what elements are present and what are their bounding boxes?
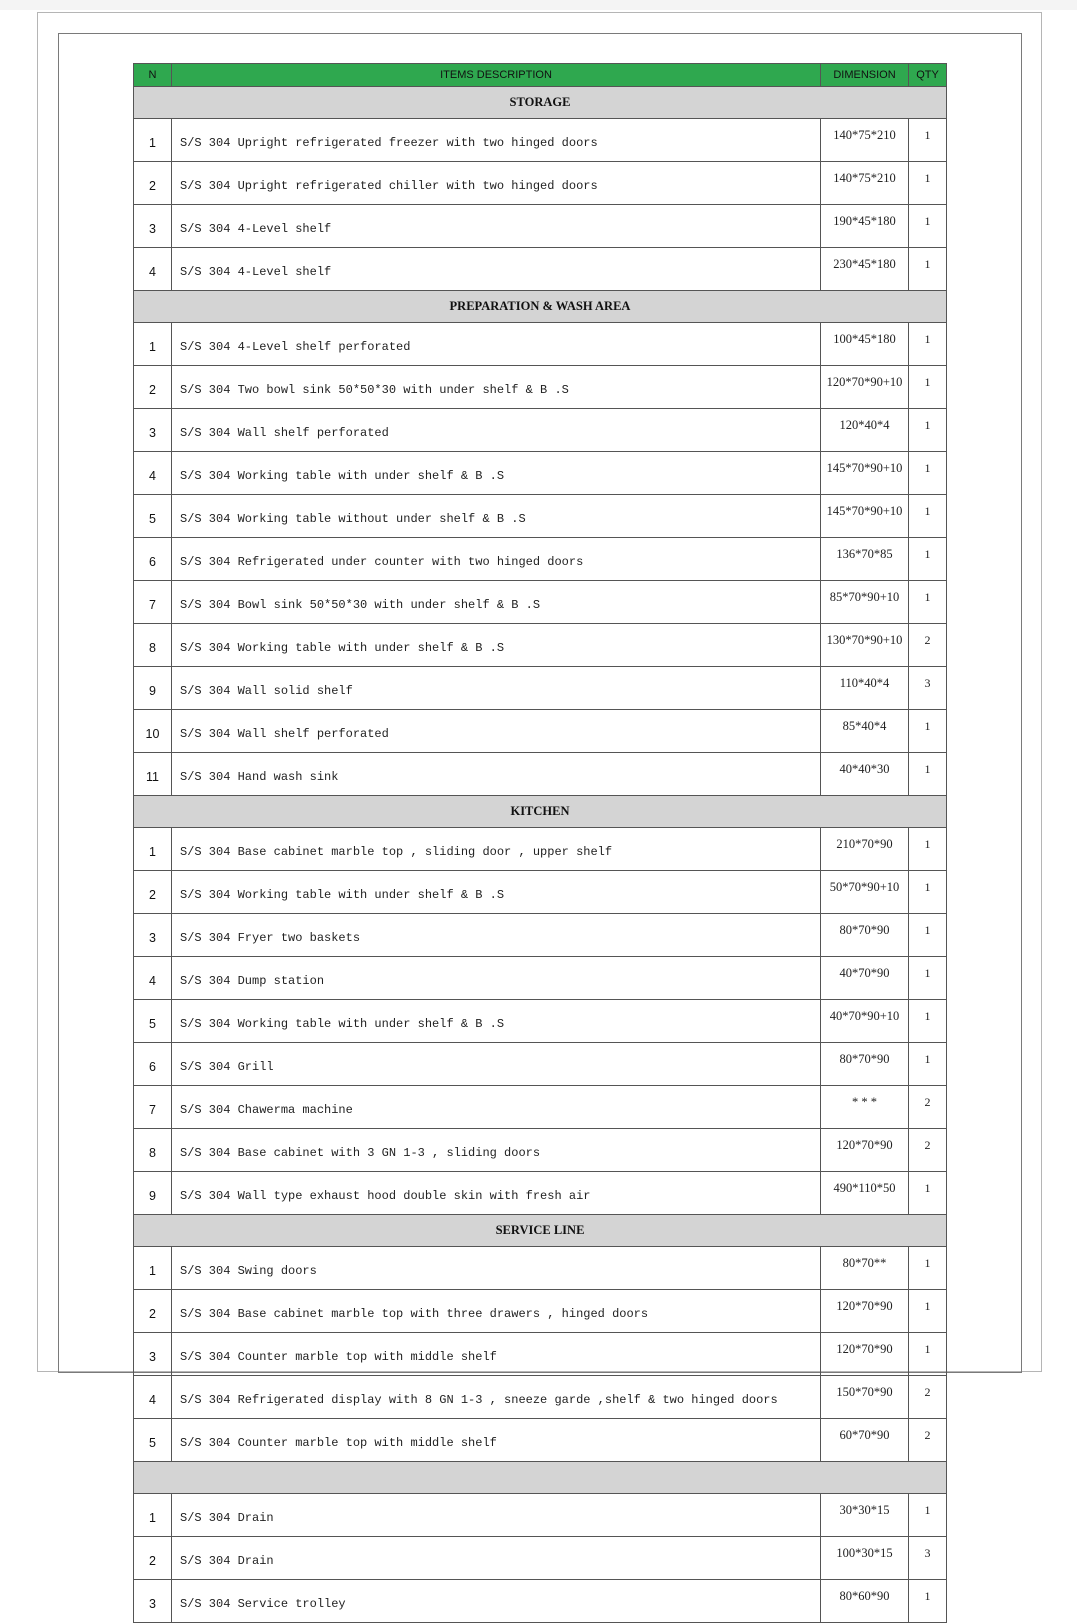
row-number: 6 (134, 1043, 172, 1086)
item-dimension: 150*70*90 (821, 1376, 909, 1419)
row-number: 4 (134, 957, 172, 1000)
table-row (134, 667, 947, 710)
item-quantity: 1 (909, 828, 947, 871)
item-quantity: 1 (909, 753, 947, 796)
row-number: 1 (134, 119, 172, 162)
table-row (134, 1172, 947, 1215)
item-description: S/S 304 Base cabinet marble top with three drawers , hinged doors (172, 1290, 821, 1333)
row-number: 10 (134, 710, 172, 753)
row-number: 4 (134, 1376, 172, 1419)
item-quantity: 1 (909, 1000, 947, 1043)
item-quantity: 1 (909, 409, 947, 452)
row-number: 2 (134, 1290, 172, 1333)
item-description: S/S 304 Counter marble top with middle shelf (172, 1419, 821, 1462)
item-description: S/S 304 4-Level shelf perforated (172, 323, 821, 366)
row-number: 5 (134, 1000, 172, 1043)
section-header-row (134, 1215, 947, 1247)
item-description: S/S 304 Upright refrigerated freezer with two hinged doors (172, 119, 821, 162)
item-dimension: 80*70** (821, 1247, 909, 1290)
table-row (134, 1290, 947, 1333)
item-quantity: 1 (909, 1043, 947, 1086)
section-title (134, 1462, 947, 1494)
item-dimension: 120*70*90 (821, 1129, 909, 1172)
item-dimension: 50*70*90+10 (821, 871, 909, 914)
item-quantity: 1 (909, 914, 947, 957)
item-description: S/S 304 Fryer two baskets (172, 914, 821, 957)
item-description: S/S 304 Drain (172, 1494, 821, 1537)
table-row (134, 538, 947, 581)
table-row (134, 162, 947, 205)
section-title: KITCHEN (134, 796, 947, 828)
item-dimension: 120*70*90 (821, 1333, 909, 1376)
top-strip (0, 0, 1077, 10)
item-dimension: 100*30*15 (821, 1537, 909, 1580)
item-dimension: 100*45*180 (821, 323, 909, 366)
table-row (134, 1333, 947, 1376)
row-number: 1 (134, 828, 172, 871)
header-qty: QTY (909, 64, 947, 87)
item-dimension: 140*75*210 (821, 162, 909, 205)
item-dimension: 40*40*30 (821, 753, 909, 796)
row-number: 8 (134, 624, 172, 667)
row-number: 6 (134, 538, 172, 581)
table-row (134, 1419, 947, 1462)
section-title: STORAGE (134, 87, 947, 119)
item-dimension: 85*70*90+10 (821, 581, 909, 624)
item-quantity: 1 (909, 366, 947, 409)
row-number: 2 (134, 871, 172, 914)
header-n: N (134, 64, 172, 87)
item-dimension: 40*70*90+10 (821, 1000, 909, 1043)
table-row (134, 624, 947, 667)
item-quantity: 3 (909, 1537, 947, 1580)
item-dimension: 130*70*90+10 (821, 624, 909, 667)
row-number: 3 (134, 914, 172, 957)
row-number: 7 (134, 1086, 172, 1129)
row-number: 3 (134, 205, 172, 248)
row-number: 3 (134, 409, 172, 452)
item-description: S/S 304 Working table with under shelf & B .S (172, 452, 821, 495)
table-row (134, 495, 947, 538)
item-dimension: 30*30*15 (821, 1494, 909, 1537)
item-description: S/S 304 Bowl sink 50*50*30 with under shelf & B .S (172, 581, 821, 624)
item-dimension: 120*40*4 (821, 409, 909, 452)
item-quantity: 3 (909, 667, 947, 710)
table-body (134, 87, 947, 1623)
row-number: 2 (134, 366, 172, 409)
item-dimension: 136*70*85 (821, 538, 909, 581)
row-number: 1 (134, 1247, 172, 1290)
table-row (134, 1247, 947, 1290)
row-number: 1 (134, 1494, 172, 1537)
item-description: S/S 304 Upright refrigerated chiller with two hinged doors (172, 162, 821, 205)
item-description: S/S 304 Working table with under shelf & B .S (172, 1000, 821, 1043)
item-description: S/S 304 Chawerma machine (172, 1086, 821, 1129)
table-row (134, 914, 947, 957)
item-description: S/S 304 Working table without under shelf & B .S (172, 495, 821, 538)
item-description: S/S 304 Drain (172, 1537, 821, 1580)
item-quantity: 1 (909, 452, 947, 495)
table-row (134, 323, 947, 366)
item-dimension: 80*70*90 (821, 914, 909, 957)
table-row (134, 957, 947, 1000)
row-number: 7 (134, 581, 172, 624)
item-quantity: 1 (909, 957, 947, 1000)
section-title: PREPARATION & WASH AREA (134, 291, 947, 323)
header-dimension: DIMENSION (821, 64, 909, 87)
item-quantity: 2 (909, 1419, 947, 1462)
section-header-row (134, 87, 947, 119)
row-number: 9 (134, 667, 172, 710)
row-number: 5 (134, 1419, 172, 1462)
item-quantity: 1 (909, 162, 947, 205)
table-row (134, 1129, 947, 1172)
table-row (134, 1537, 947, 1580)
item-quantity: 1 (909, 538, 947, 581)
row-number: 4 (134, 248, 172, 291)
item-quantity: 1 (909, 1172, 947, 1215)
item-quantity: 1 (909, 581, 947, 624)
item-quantity: 2 (909, 1129, 947, 1172)
section-title: SERVICE LINE (134, 1215, 947, 1247)
item-description: S/S 304 Working table with under shelf & B .S (172, 871, 821, 914)
item-quantity: 2 (909, 1376, 947, 1419)
item-quantity: 1 (909, 1290, 947, 1333)
table-row (134, 1376, 947, 1419)
table-row (134, 452, 947, 495)
item-description: S/S 304 Wall solid shelf (172, 667, 821, 710)
item-description: S/S 304 Wall shelf perforated (172, 710, 821, 753)
table-row (134, 248, 947, 291)
table-row (134, 119, 947, 162)
item-quantity: 1 (909, 1247, 947, 1290)
table-row (134, 710, 947, 753)
table-row (134, 1086, 947, 1129)
item-dimension: 110*40*4 (821, 667, 909, 710)
item-description: S/S 304 Grill (172, 1043, 821, 1086)
row-number: 2 (134, 1537, 172, 1580)
item-dimension: * * * (821, 1086, 909, 1129)
item-description: S/S 304 Base cabinet marble top , sliding door , upper shelf (172, 828, 821, 871)
item-quantity: 1 (909, 1580, 947, 1623)
section-header-row (134, 1462, 947, 1494)
row-number: 3 (134, 1580, 172, 1623)
item-quantity: 1 (909, 119, 947, 162)
item-quantity: 1 (909, 871, 947, 914)
item-dimension: 120*70*90 (821, 1290, 909, 1333)
table-row (134, 753, 947, 796)
section-header-row (134, 291, 947, 323)
section-header-row (134, 796, 947, 828)
row-number: 4 (134, 452, 172, 495)
item-dimension: 40*70*90 (821, 957, 909, 1000)
table-row (134, 409, 947, 452)
item-description: S/S 304 Dump station (172, 957, 821, 1000)
item-dimension: 140*75*210 (821, 119, 909, 162)
row-number: 3 (134, 1333, 172, 1376)
item-description: S/S 304 Service trolley (172, 1580, 821, 1623)
item-description: S/S 304 Swing doors (172, 1247, 821, 1290)
table-row (134, 1580, 947, 1623)
equipment-table (133, 63, 947, 1623)
item-quantity: 1 (909, 495, 947, 538)
item-dimension: 85*40*4 (821, 710, 909, 753)
table-row (134, 1494, 947, 1537)
table-row (134, 1043, 947, 1086)
item-description: S/S 304 Wall type exhaust hood double skin with fresh air (172, 1172, 821, 1215)
item-dimension: 145*70*90+10 (821, 452, 909, 495)
item-quantity: 1 (909, 323, 947, 366)
item-quantity: 1 (909, 1494, 947, 1537)
item-dimension: 120*70*90+10 (821, 366, 909, 409)
item-dimension: 210*70*90 (821, 828, 909, 871)
item-description: S/S 304 4-Level shelf (172, 248, 821, 291)
header-description: ITEMS DESCRIPTION (172, 64, 821, 87)
table-row (134, 581, 947, 624)
item-description: S/S 304 Counter marble top with middle shelf (172, 1333, 821, 1376)
item-quantity: 2 (909, 1086, 947, 1129)
item-description: S/S 304 Base cabinet with 3 GN 1-3 , sliding doors (172, 1129, 821, 1172)
item-description: S/S 304 Hand wash sink (172, 753, 821, 796)
item-dimension: 80*60*90 (821, 1580, 909, 1623)
item-description: S/S 304 Refrigerated display with 8 GN 1-3 , sneeze garde ,shelf & two hinged doors (172, 1376, 821, 1419)
row-number: 1 (134, 323, 172, 366)
item-quantity: 1 (909, 1333, 947, 1376)
item-description: S/S 304 Wall shelf perforated (172, 409, 821, 452)
item-dimension: 145*70*90+10 (821, 495, 909, 538)
item-quantity: 2 (909, 624, 947, 667)
item-dimension: 230*45*180 (821, 248, 909, 291)
header-row (134, 64, 947, 87)
table-row (134, 828, 947, 871)
row-number: 8 (134, 1129, 172, 1172)
item-description: S/S 304 Refrigerated under counter with two hinged doors (172, 538, 821, 581)
item-description: S/S 304 Working table with under shelf & B .S (172, 624, 821, 667)
row-number: 9 (134, 1172, 172, 1215)
row-number: 2 (134, 162, 172, 205)
table-row (134, 1000, 947, 1043)
table-row (134, 871, 947, 914)
item-description: S/S 304 4-Level shelf (172, 205, 821, 248)
table-row (134, 205, 947, 248)
item-description: S/S 304 Two bowl sink 50*50*30 with under shelf & B .S (172, 366, 821, 409)
item-quantity: 1 (909, 710, 947, 753)
item-quantity: 1 (909, 205, 947, 248)
row-number: 5 (134, 495, 172, 538)
item-quantity: 1 (909, 248, 947, 291)
item-dimension: 190*45*180 (821, 205, 909, 248)
item-dimension: 490*110*50 (821, 1172, 909, 1215)
item-dimension: 80*70*90 (821, 1043, 909, 1086)
row-number: 11 (134, 753, 172, 796)
item-dimension: 60*70*90 (821, 1419, 909, 1462)
table-row (134, 366, 947, 409)
